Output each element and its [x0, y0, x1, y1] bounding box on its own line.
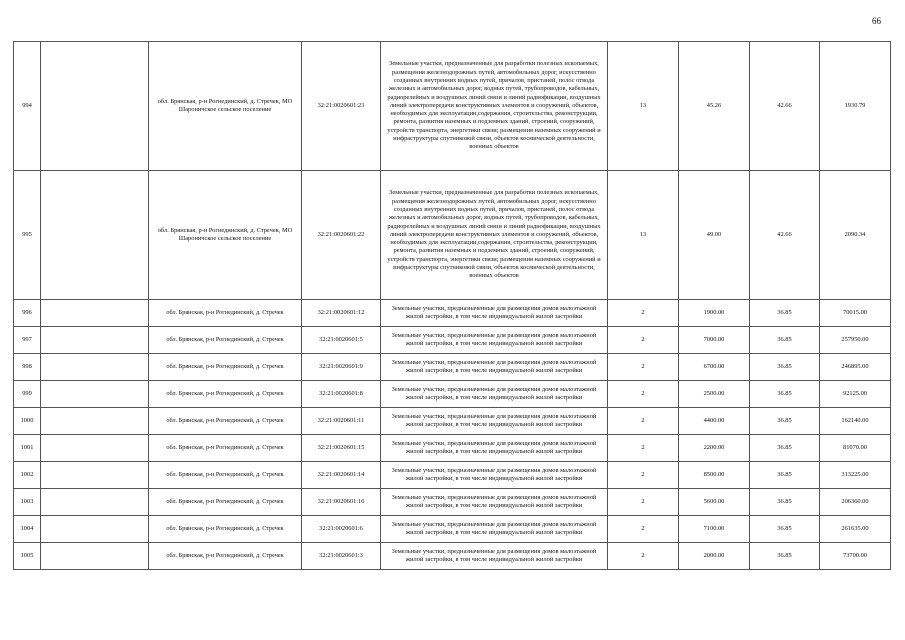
blank-cell: [41, 327, 149, 354]
address-cell: обл. Брянская, р-н Рогнединский, д. Стречек: [149, 408, 302, 435]
group-cell: 13: [608, 171, 679, 300]
cadastral-number-cell: 32:21:0020601:6: [302, 516, 381, 543]
rate-cell: 36.85: [750, 408, 820, 435]
rate-cell: 36.85: [750, 516, 820, 543]
row-number-cell: 1001: [14, 435, 41, 462]
land-use-description-cell: Земельные участки, предназначенные для размещения домов малоэтажной жилой застройки, в том числе индивидуальной жилой застройки: [381, 327, 608, 354]
row-number-cell: 997: [14, 327, 41, 354]
land-use-description-cell: Земельные участки, предназначенные для размещения домов малоэтажной жилой застройки, в том числе индивидуальной жилой застройки: [381, 354, 608, 381]
row-number-cell: 998: [14, 354, 41, 381]
table-row: [14, 516, 891, 543]
land-use-description-cell: Земельные участки, предназначенные для размещения домов малоэтажной жилой застройки, в том числе индивидуальной жилой застройки: [381, 543, 608, 570]
group-cell: 2: [608, 327, 679, 354]
row-number-cell: 1002: [14, 462, 41, 489]
area-cell: 2200.00: [679, 435, 750, 462]
cadastral-value-cell: 206360.00: [820, 489, 891, 516]
area-cell: 7100.00: [679, 516, 750, 543]
cadastral-value-cell: 313225.00: [820, 462, 891, 489]
group-cell: 2: [608, 543, 679, 570]
group-cell: 2: [608, 516, 679, 543]
blank-cell: [41, 516, 149, 543]
land-use-description-cell: Земельные участки, предназначенные для размещения домов малоэтажной жилой застройки, в том числе индивидуальной жилой застройки: [381, 516, 608, 543]
rate-cell: 36.85: [750, 327, 820, 354]
address-cell: обл. Брянская, р-н Рогнединский, д. Стречек: [149, 300, 302, 327]
cadastral-number-cell: 32:21:0020601:11: [302, 408, 381, 435]
table-row: [14, 42, 891, 171]
cadastral-number-cell: 32:21:0020601:22: [302, 171, 381, 300]
rate-cell: 36.85: [750, 300, 820, 327]
blank-cell: [41, 354, 149, 381]
row-number-cell: 994: [14, 42, 41, 171]
cadastral-number-cell: 32:21:0020601:3: [302, 543, 381, 570]
area-cell: 4400.00: [679, 408, 750, 435]
cadastral-value-cell: 73700.00: [820, 543, 891, 570]
row-number-cell: 1005: [14, 543, 41, 570]
table-row: [14, 489, 891, 516]
area-cell: 2500.00: [679, 381, 750, 408]
area-cell: 7000.00: [679, 327, 750, 354]
row-number-cell: 1000: [14, 408, 41, 435]
cadastral-value-cell: 1930.79: [820, 42, 891, 171]
area-cell: 8500.00: [679, 462, 750, 489]
land-use-description-cell: Земельные участки, предназначенные для размещения домов малоэтажной жилой застройки, в том числе индивидуальной жилой застройки: [381, 381, 608, 408]
group-cell: 2: [608, 300, 679, 327]
cadastral-number-cell: 32:21:0020601:8: [302, 381, 381, 408]
row-number-cell: 999: [14, 381, 41, 408]
area-cell: 2000.00: [679, 543, 750, 570]
address-cell: обл. Брянская, р-н Рогнединский, д. Стречек: [149, 381, 302, 408]
cadastral-number-cell: 32:21:0020601:23: [302, 42, 381, 171]
blank-cell: [41, 543, 149, 570]
land-use-description-cell: Земельные участки, предназначенные для размещения домов малоэтажной жилой застройки, в том числе индивидуальной жилой застройки: [381, 408, 608, 435]
blank-cell: [41, 42, 149, 171]
rate-cell: 42.66: [750, 42, 820, 171]
blank-cell: [41, 408, 149, 435]
blank-cell: [41, 300, 149, 327]
table-row: [14, 327, 891, 354]
table-row: [14, 381, 891, 408]
group-cell: 13: [608, 42, 679, 171]
cadastral-number-cell: 32:21:0020601:14: [302, 462, 381, 489]
address-cell: обл. Брянская, р-н Рогнединский, д. Стречек: [149, 489, 302, 516]
rate-cell: 42.66: [750, 171, 820, 300]
land-use-description-cell: Земельные участки, предназначенные для размещения домов малоэтажной жилой застройки, в том числе индивидуальной жилой застройки: [381, 300, 608, 327]
cadastral-number-cell: 32:21:0020601:9: [302, 354, 381, 381]
address-cell: обл. Брянская, р-н Рогнединский, д. Стречек, МО Шароничское сельское поселение: [149, 42, 302, 171]
cadastral-value-cell: 2090.34: [820, 171, 891, 300]
group-cell: 2: [608, 354, 679, 381]
address-cell: обл. Брянская, р-н Рогнединский, д. Стречек: [149, 543, 302, 570]
table-row: [14, 543, 891, 570]
row-number-cell: 1004: [14, 516, 41, 543]
land-use-description-cell: Земельные участки, предназначенные для размещения домов малоэтажной жилой застройки, в том числе индивидуальной жилой застройки: [381, 462, 608, 489]
land-use-description-cell: Земельные участки, предназначенные для разработки полезных ископаемых, размещения железнодорожных путей, автомобильных дорог, искусственно созданных внутренних водных путей, причалов, пристаней, полос отвода железных и автомобильных дорог, водных путей, трубопроводов, кабельных, радиорелейных и воздушных линий связи и линий радиофикации, воздушных линий электропередачи конструктивных элементов и сооружений, объектов, необходимых для эксплуатации,содержания, строительства, реконструкции, ремонта, развития наземных и подземных зданий, строений, сооружений, устройств транспорта, энергетики связи; размещения наземных сооружений и инфраструктуры спутниковой связи, объектов космической деятельности, военных объектов: [381, 42, 608, 171]
cadastral-value-cell: 92125.00: [820, 381, 891, 408]
cadastral-value-cell: 162140.00: [820, 408, 891, 435]
cadastral-value-cell: 81070.00: [820, 435, 891, 462]
rate-cell: 36.85: [750, 435, 820, 462]
blank-cell: [41, 462, 149, 489]
blank-cell: [41, 489, 149, 516]
row-number-cell: 1003: [14, 489, 41, 516]
land-registry-table: [13, 41, 891, 570]
registry-body: [14, 42, 891, 570]
group-cell: 2: [608, 408, 679, 435]
rate-cell: 36.85: [750, 489, 820, 516]
address-cell: обл. Брянская, р-н Рогнединский, д. Стречек: [149, 354, 302, 381]
land-use-description-cell: Земельные участки, предназначенные для размещения домов малоэтажной жилой застройки, в том числе индивидуальной жилой застройки: [381, 435, 608, 462]
address-cell: обл. Брянская, р-н Рогнединский, д. Стречек: [149, 327, 302, 354]
cadastral-number-cell: 32:21:0020601:5: [302, 327, 381, 354]
rate-cell: 36.85: [750, 354, 820, 381]
table-row: [14, 462, 891, 489]
rate-cell: 36.85: [750, 543, 820, 570]
rate-cell: 36.85: [750, 462, 820, 489]
address-cell: обл. Брянская, р-н Рогнединский, д. Стречек: [149, 462, 302, 489]
address-cell: обл. Брянская, р-н Рогнединский, д. Стречек: [149, 516, 302, 543]
address-cell: обл. Брянская, р-н Рогнединский, д. Стречек, МО Шароничское сельское поселение: [149, 171, 302, 300]
cadastral-value-cell: 246895.00: [820, 354, 891, 381]
group-cell: 2: [608, 435, 679, 462]
cadastral-value-cell: 257950.00: [820, 327, 891, 354]
table-row: [14, 408, 891, 435]
area-cell: 1900.00: [679, 300, 750, 327]
table-row: [14, 435, 891, 462]
blank-cell: [41, 381, 149, 408]
area-cell: 45.26: [679, 42, 750, 171]
group-cell: 2: [608, 381, 679, 408]
group-cell: 2: [608, 462, 679, 489]
cadastral-value-cell: 261635.00: [820, 516, 891, 543]
address-cell: обл. Брянская, р-н Рогнединский, д. Стречек: [149, 435, 302, 462]
row-number-cell: 995: [14, 171, 41, 300]
cadastral-value-cell: 70015.00: [820, 300, 891, 327]
area-cell: 49.00: [679, 171, 750, 300]
cadastral-number-cell: 32:21:0020601:16: [302, 489, 381, 516]
blank-cell: [41, 435, 149, 462]
rate-cell: 36.85: [750, 381, 820, 408]
group-cell: 2: [608, 489, 679, 516]
page-number: 66: [872, 16, 881, 26]
land-use-description-cell: Земельные участки, предназначенные для разработки полезных ископаемых, размещения железнодорожных путей, автомобильных дорог, искусственно созданных внутренних водных путей, причалов, пристаней, полос отвода железных и автомобильных дорог, водных путей, трубопроводов, кабельных, радиорелейных и воздушных линий связи и линий радиофикации, воздушных линий электропередачи конструктивных элементов и сооружений, объектов, необходимых для эксплуатации,содержания, строительства, реконструкции, ремонта, развития наземных и подземных зданий, строений, сооружений, устройств транспорта, энергетики связи; размещения наземных сооружений и инфраструктуры спутниковой связи, объектов космической деятельности, военных объектов: [381, 171, 608, 300]
table-row: [14, 171, 891, 300]
blank-cell: [41, 171, 149, 300]
cadastral-number-cell: 32:21:0020601:12: [302, 300, 381, 327]
area-cell: 6700.00: [679, 354, 750, 381]
area-cell: 5600.00: [679, 489, 750, 516]
table-row: [14, 300, 891, 327]
land-use-description-cell: Земельные участки, предназначенные для размещения домов малоэтажной жилой застройки, в том числе индивидуальной жилой застройки: [381, 489, 608, 516]
table-row: [14, 354, 891, 381]
cadastral-number-cell: 32:21:0020601:15: [302, 435, 381, 462]
row-number-cell: 996: [14, 300, 41, 327]
